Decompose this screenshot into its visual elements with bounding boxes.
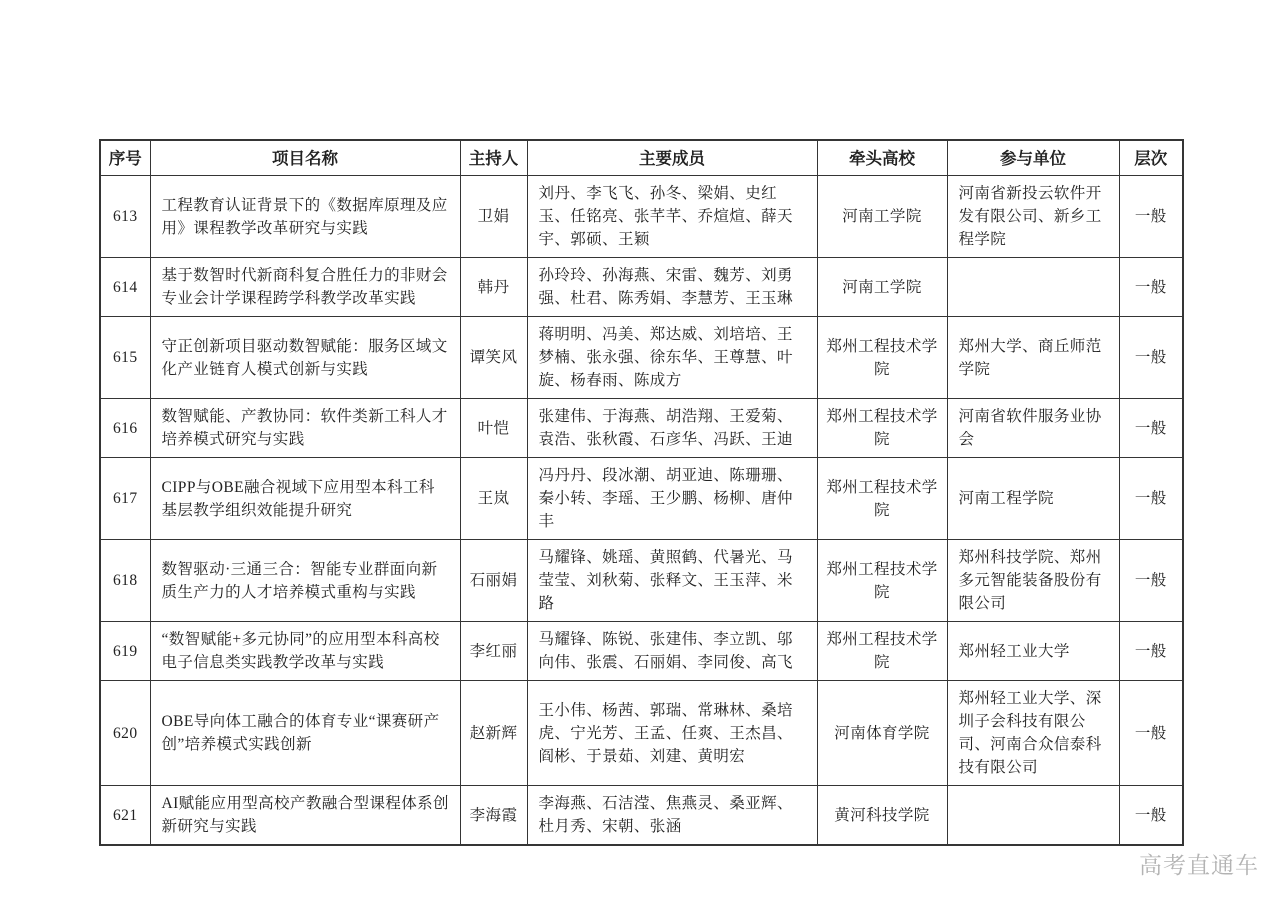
table-row	[100, 681, 1183, 786]
cell-partners: 郑州科技学院、郑州多元智能装备股份有限公司	[947, 540, 1119, 622]
cell-name: 工程教育认证背景下的《数据库原理及应用》课程教学改革研究与实践	[150, 176, 460, 258]
table-body	[100, 176, 1183, 846]
cell-name: 基于数智时代新商科复合胜任力的非财会专业会计学课程跨学科教学改革实践	[150, 258, 460, 317]
cell-partners: 郑州轻工业大学、深圳子会科技有限公司、河南合众信泰科技有限公司	[947, 681, 1119, 786]
cell-university: 郑州工程技术学院	[817, 458, 947, 540]
cell-id: 615	[100, 317, 150, 399]
column-header-university: 牵头高校	[817, 140, 947, 176]
table-row	[100, 540, 1183, 622]
table-row	[100, 176, 1183, 258]
cell-leader: 卫娟	[460, 176, 527, 258]
cell-level: 一般	[1119, 681, 1183, 786]
table-row	[100, 399, 1183, 458]
cell-id: 619	[100, 622, 150, 681]
cell-members: 刘丹、李飞飞、孙冬、梁娟、史红玉、任铭亮、张芊芊、乔煊煊、薛天宇、郭硕、王颖	[527, 176, 817, 258]
cell-name: AI赋能应用型高校产教融合型课程体系创新研究与实践	[150, 786, 460, 846]
cell-leader: 石丽娟	[460, 540, 527, 622]
cell-id: 621	[100, 786, 150, 846]
cell-id: 617	[100, 458, 150, 540]
column-header-leader: 主持人	[460, 140, 527, 176]
cell-name: 数智驱动·三通三合：智能专业群面向新质生产力的人才培养模式重构与实践	[150, 540, 460, 622]
column-header-members: 主要成员	[527, 140, 817, 176]
table-row	[100, 258, 1183, 317]
cell-members: 蒋明明、冯美、郑达威、刘培培、王梦楠、张永强、徐东华、王尊慧、叶旋、杨春雨、陈成方	[527, 317, 817, 399]
cell-name: 守正创新项目驱动数智赋能：服务区域文化产业链育人模式创新与实践	[150, 317, 460, 399]
cell-leader: 李红丽	[460, 622, 527, 681]
cell-name: 数智赋能、产教协同：软件类新工科人才培养模式研究与实践	[150, 399, 460, 458]
cell-leader: 谭笑风	[460, 317, 527, 399]
cell-level: 一般	[1119, 399, 1183, 458]
cell-level: 一般	[1119, 258, 1183, 317]
cell-leader: 王岚	[460, 458, 527, 540]
cell-level: 一般	[1119, 458, 1183, 540]
column-header-partners: 参与单位	[947, 140, 1119, 176]
cell-members: 孙玲玲、孙海燕、宋雷、魏芳、刘勇强、杜君、陈秀娟、李慧芳、王玉琳	[527, 258, 817, 317]
cell-name: OBE导向体工融合的体育专业“课赛研产创”培养模式实践创新	[150, 681, 460, 786]
cell-level: 一般	[1119, 622, 1183, 681]
cell-level: 一般	[1119, 786, 1183, 846]
cell-partners: 河南工程学院	[947, 458, 1119, 540]
column-header-name: 项目名称	[150, 140, 460, 176]
column-header-level: 层次	[1119, 140, 1183, 176]
table-header-row	[100, 140, 1183, 176]
cell-university: 黄河科技学院	[817, 786, 947, 846]
cell-leader: 赵新辉	[460, 681, 527, 786]
table-row	[100, 458, 1183, 540]
cell-level: 一般	[1119, 540, 1183, 622]
table-row	[100, 786, 1183, 846]
cell-id: 618	[100, 540, 150, 622]
cell-level: 一般	[1119, 317, 1183, 399]
cell-leader: 李海霞	[460, 786, 527, 846]
cell-members: 张建伟、于海燕、胡浩翔、王爱菊、袁浩、张秋霞、石彦华、冯跃、王迪	[527, 399, 817, 458]
cell-level: 一般	[1119, 176, 1183, 258]
cell-leader: 叶恺	[460, 399, 527, 458]
table-row	[100, 317, 1183, 399]
cell-id: 613	[100, 176, 150, 258]
cell-partners	[947, 786, 1119, 846]
cell-members: 马耀锋、姚瑶、黄照鹤、代暑光、马莹莹、刘秋菊、张释文、王玉萍、米路	[527, 540, 817, 622]
cell-members: 李海燕、石洁滢、焦燕灵、桑亚辉、杜月秀、宋朝、张涵	[527, 786, 817, 846]
cell-members: 王小伟、杨茜、郭瑞、常琳林、桑培虎、宁光芳、王孟、任爽、王杰昌、阎彬、于景茹、刘建、黄明宏	[527, 681, 817, 786]
cell-id: 614	[100, 258, 150, 317]
table-row	[100, 622, 1183, 681]
cell-university: 河南工学院	[817, 258, 947, 317]
cell-university: 河南工学院	[817, 176, 947, 258]
column-header-id: 序号	[100, 140, 150, 176]
cell-members: 马耀锋、陈锐、张建伟、李立凯、邬向伟、张震、石丽娟、李同俊、高飞	[527, 622, 817, 681]
cell-partners: 郑州轻工业大学	[947, 622, 1119, 681]
cell-members: 冯丹丹、段冰潮、胡亚迪、陈珊珊、秦小转、李瑶、王少鹏、杨柳、唐仲丰	[527, 458, 817, 540]
cell-partners: 河南省新投云软件开发有限公司、新乡工程学院	[947, 176, 1119, 258]
cell-leader: 韩丹	[460, 258, 527, 317]
cell-university: 河南体育学院	[817, 681, 947, 786]
cell-university: 郑州工程技术学院	[817, 399, 947, 458]
cell-name: “数智赋能+多元协同”的应用型本科高校电子信息类实践教学改革与实践	[150, 622, 460, 681]
cell-partners: 郑州大学、商丘师范学院	[947, 317, 1119, 399]
projects-table	[99, 139, 1184, 846]
cell-university: 郑州工程技术学院	[817, 317, 947, 399]
cell-partners	[947, 258, 1119, 317]
cell-partners: 河南省软件服务业协会	[947, 399, 1119, 458]
cell-university: 郑州工程技术学院	[817, 622, 947, 681]
cell-id: 620	[100, 681, 150, 786]
document-page	[99, 139, 1184, 846]
cell-university: 郑州工程技术学院	[817, 540, 947, 622]
cell-id: 616	[100, 399, 150, 458]
watermark-text: 高考直通车	[1139, 852, 1259, 878]
cell-name: CIPP与OBE融合视域下应用型本科工科基层教学组织效能提升研究	[150, 458, 460, 540]
